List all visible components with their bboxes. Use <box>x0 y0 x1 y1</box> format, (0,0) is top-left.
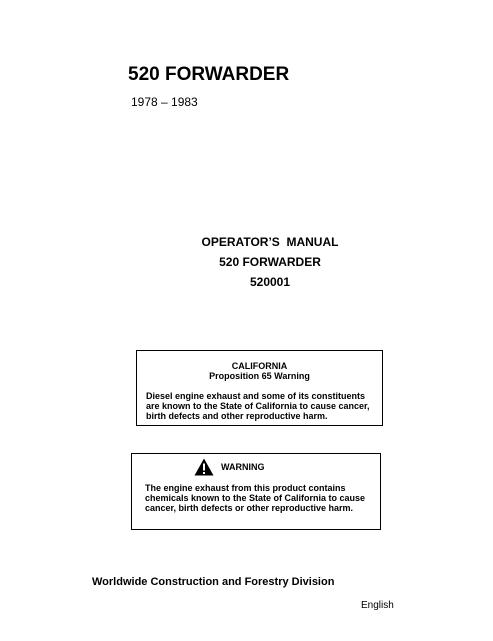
california-notice-body: Diesel engine exhaust and some of its constituents are known to the State of California to cause cancer, birth defects and other reproductive harm. <box>146 391 370 421</box>
warning-header <box>194 458 265 476</box>
california-notice-header <box>137 361 382 381</box>
manual-number: 520001 <box>249 275 291 289</box>
division-name: Worldwide Construction and Forestry Division <box>92 576 335 588</box>
warning-body: The engine exhaust from this product contains chemicals known to the State of California to cause cancer, birth defects or other reproductive harm. <box>145 483 366 513</box>
manual-heading: OPERATOR’S MANUAL <box>201 235 339 249</box>
proposition-65-subheading: Proposition 65 Warning <box>209 371 310 381</box>
warning-box <box>131 453 381 530</box>
language-label: English <box>361 600 394 611</box>
production-years: 1978 – 1983 <box>131 95 198 109</box>
manual-heading-block <box>120 232 420 292</box>
california-heading: CALIFORNIA <box>231 361 288 371</box>
manual-model: 520 FORWARDER <box>219 255 321 269</box>
warning-triangle-icon <box>194 458 214 476</box>
california-proposition-65-box <box>136 350 383 426</box>
document-title: 520 FORWARDER <box>128 64 290 85</box>
warning-heading: WARNING <box>221 462 265 472</box>
